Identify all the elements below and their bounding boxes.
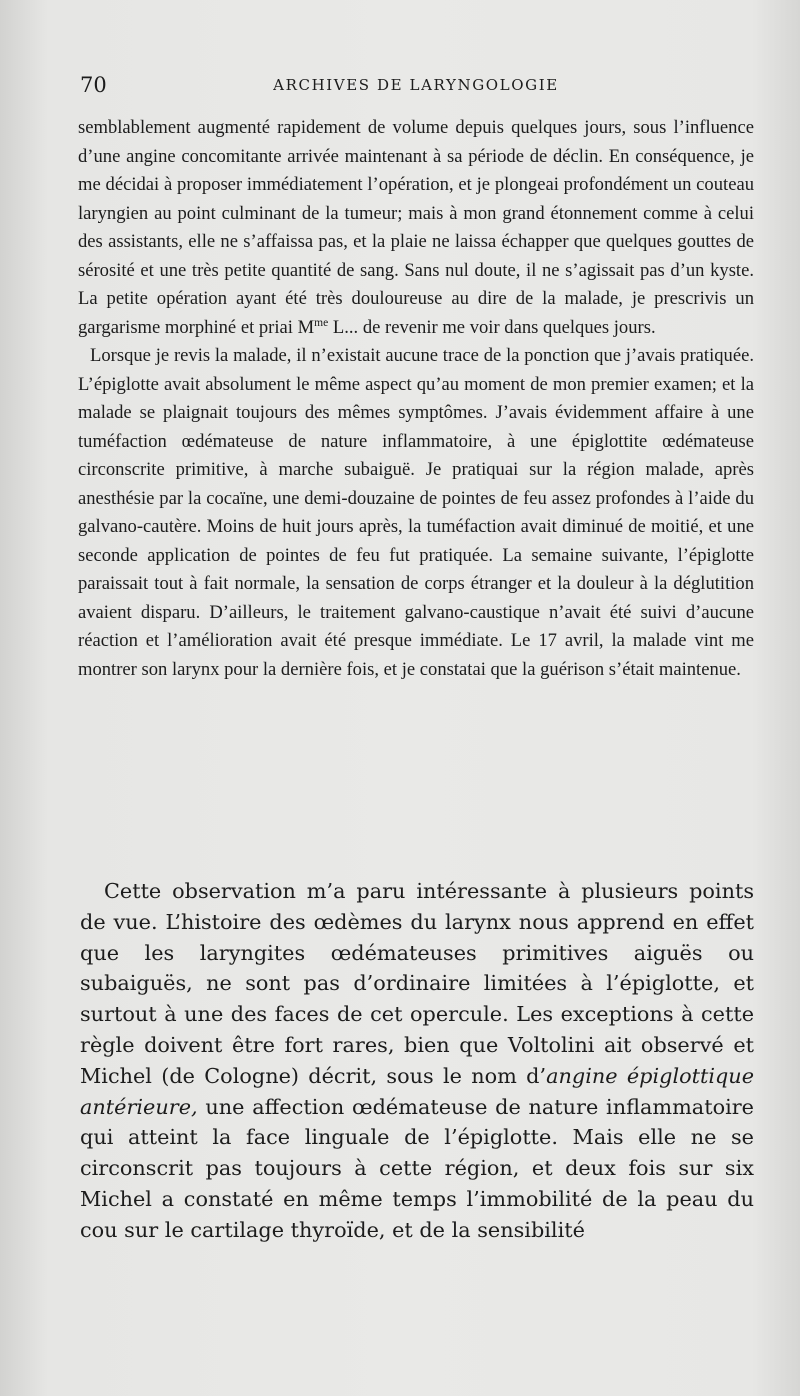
case-paragraph-1-text-end: L... de revenir me voir dans quelques jours. bbox=[328, 316, 656, 338]
case-paragraph-2: Lorsque je revis la malade, il n’existait aucune trace de la ponction que j’avais pratiquée. L’épiglotte avait absolument le même aspect qu’au moment de mon premier examen; et la malade se plaignait toujours des mêmes symptômes. J’avais évidemment affaire à une tuméfaction œdémateuse de nature inflammatoire, à une épiglottite œdémateuse circonscrite primitive, à marche subaiguë. Je pratiquai sur la région malade, après anesthésie par la cocaïne, une demi-douzaine de pointes de feu assez profondes à l’aide du galvano-cautère. Moins de huit jours après, la tuméfaction avait diminué de moitié, et une seconde application de pointes de feu fut pratiquée. La semaine suivante, l’épiglotte paraissait tout à fait normale, la sensation de corps étranger et la douleur à la déglutition avaient disparu. D’ailleurs, le traitement galvano-caustique n’avait été suivi d’aucune réaction et l’amélioration avait été presque immédiate. Le 17 avril, la malade vint me montrer son larynx pour la dernière fois, et je constatai que la guérison s’était maintenue. bbox=[78, 345, 754, 680]
commentary-italic-term: angine épiglottique antérieure, bbox=[80, 1063, 755, 1119]
commentary-text-end: une affection œdémateuse de nature inflammatoire qui atteint la face linguale de l’épiglotte. Mais elle ne se circonscrit pas toujours à cette région, et deux fois sur six Michel a constaté en même temps l’immobilité de la peau du cou sur le cartilage thyroïde, et de la sensibilité bbox=[80, 1094, 754, 1242]
case-report-body bbox=[78, 114, 754, 684]
case-paragraph-1 bbox=[78, 114, 754, 342]
case-paragraph-1-text: semblablement augmenté rapidement de volume depuis quelques jours, sous l’influence d’une angine concomitante arrivée maintenant à sa période de déclin. En conséquence, je me décidai à proposer immédiatement l’opération, et je plongeai profondément un couteau laryngien au point culminant de la tumeur; mais à mon grand étonnement comme à celui des assistants, elle ne s’affaissa pas, et la plaie ne laissa échapper que quelques gouttes de sérosité et une très petite quantité de sang. Sans nul doute, il ne s’agissait pas d’un kyste. La petite opération ayant été très douloureuse au dire de la malade, je prescrivis un gargarisme morphiné et priai M bbox=[78, 117, 754, 338]
running-title: ARCHIVES DE LARYNGOLOGIE bbox=[273, 76, 559, 94]
commentary-text-start: Cette observation m’a paru intéressante à plusieurs points de vue. L’histoire des œdèmes du larynx nous apprend en effet que les laryngites œdémateuses primitives aiguës ou subaiguës, ne sont pas d’ordinaire limitées à l’épiglotte, et surtout à une des faces de cet opercule. Les exceptions à cette règle doivent être fort rares, bien que Voltolini ait observé et Michel (de Cologne) décrit, sous le nom d’ bbox=[80, 879, 754, 1088]
commentary-body bbox=[80, 876, 754, 1246]
honorific-superscript: me bbox=[314, 316, 329, 329]
page-header bbox=[80, 70, 752, 100]
page-number: 70 bbox=[80, 73, 107, 97]
commentary-paragraph bbox=[80, 876, 754, 1246]
